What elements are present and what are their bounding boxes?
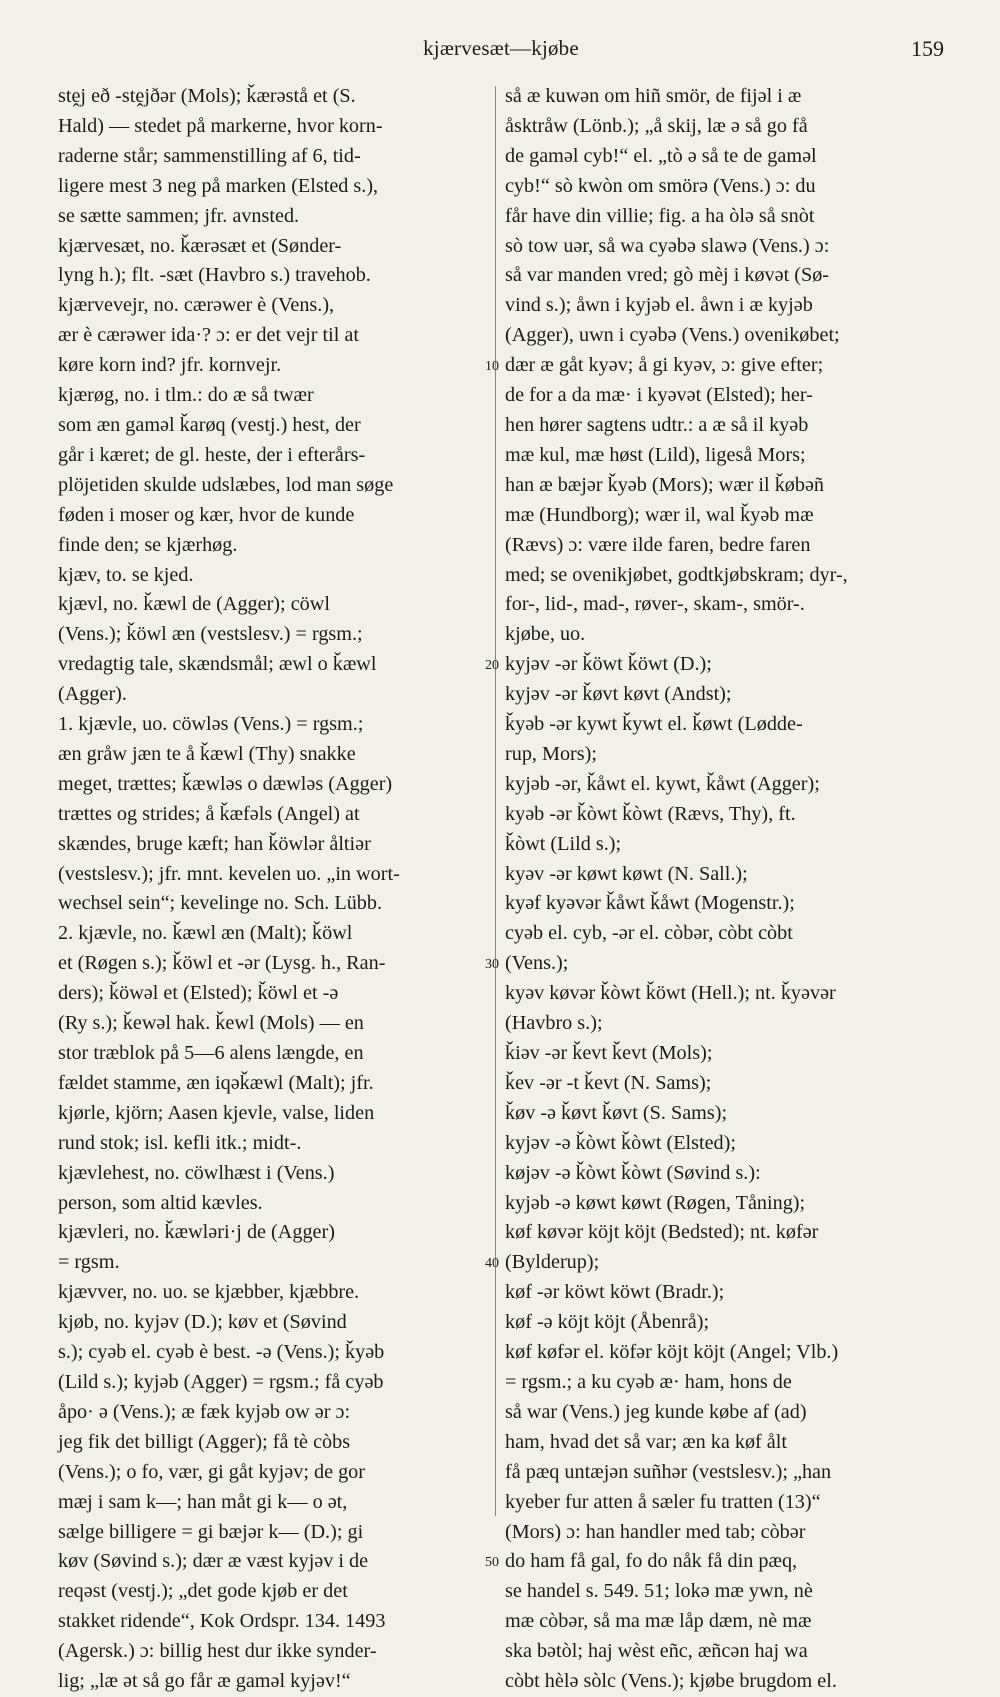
right-column-line: (Rævs) ɔ: være ilde faren, bedre faren (505, 533, 811, 556)
right-column-line: mæ kul, mæ høst (Lild), ligeså Mors; (505, 443, 806, 466)
left-column-line: kjævlehest, no. cöwlhæst i (Vens.) (58, 1161, 335, 1184)
left-column-line: (Ry s.); ǩewəl hak. ǩewl (Mols) — en (58, 1012, 364, 1035)
right-column-line: kyjəb -ə køwt køwt (Røgen, Tåning); (505, 1191, 806, 1214)
right-column-line: cyəb el. cyb, -ər el. còbər, còbt còbt (505, 922, 793, 945)
running-title: kjærvesæt—kjøbe (423, 36, 579, 60)
left-column (58, 82, 498, 1697)
right-column-line: de gaməl cyb!“ el. „tò ə så te de gaməl (505, 144, 817, 167)
left-column-line: kjævleri, no. ǩæwləri·j de (Agger) (58, 1221, 335, 1244)
right-column-line: dær æ gåt kyəv; å gi kyəv, ɔ: give efter; (505, 354, 824, 377)
left-column-line: køv (Søvind s.); dær æ væst kyjəv i de (58, 1550, 369, 1573)
right-column-line: ǩòwt (Lild s.); (505, 832, 622, 855)
left-column-line: trættes og strides; å ǩæfəls (Angel) at (58, 802, 360, 825)
left-column-line: rund stok; isl. kefli itk.; midt-. (58, 1131, 302, 1154)
left-column-line: raderne står; sammenstilling af 6, tid- (58, 144, 361, 167)
right-column-line: kyeber fur atten å sæler fu tratten (13)“ (505, 1490, 821, 1513)
right-column-line: mæ (Hundborg); wær il, wal ǩyəb mæ (505, 503, 814, 526)
right-column-line: med; se ovenikjøbet, godtkjøbskram; dyr-, (505, 563, 848, 586)
left-column-line: kjærvevejr, no. cærəwer è (Vens.), (58, 294, 335, 317)
left-column-line: jeg fik det billigt (Agger); få tè còbs (58, 1430, 351, 1453)
left-column-line: wechsel sein“; kevelinge no. Sch. Lübb. (58, 892, 383, 915)
left-column-line: reqəst (vestj.); „det gode kjøb er det (58, 1580, 348, 1603)
line-number: 20 (485, 658, 499, 674)
right-column-line: så æ kuwən om hiñ smör, de fijəl i æ (505, 85, 802, 107)
left-column-line: (Lild s.); kyjəb (Agger) = rgsm.; få cyəb (58, 1370, 384, 1393)
right-column-line: rup, Mors); (505, 742, 597, 765)
right-column-line: hen hører sagtens udtr.: a æ så il kyəb (505, 413, 809, 436)
right-column-line: får have din villie; fig. a ha òlə så snòt (505, 204, 815, 227)
left-column-line: føden i moser og kær, hvor de kunde (58, 503, 355, 526)
right-column-line: kjøbe, uo. (505, 623, 586, 646)
right-column-line: (Mors) ɔ: han handler med tab; còbər (505, 1520, 806, 1543)
left-column-line: et (Røgen s.); ǩöwl et -ər (Lysg. h., Ran- (58, 952, 386, 975)
right-column-line: sò tow uər, så wa cyəbə slawə (Vens.) ɔ: (505, 234, 830, 257)
right-column-line: kyəb -ər ǩòwt ǩòwt (Rævs, Thy), ft. (505, 802, 796, 825)
left-column-line: se sætte sammen; jfr. avnsted. (58, 204, 300, 227)
right-column-line: kyəv køvər ǩòwt ǩöwt (Hell.); nt. ǩyəvər (505, 982, 836, 1005)
left-column-line: (Vens.); ǩöwl æn (vestslesv.) = rgsm.; (58, 623, 363, 646)
left-column-line: stakket ridende“, Kok Ordspr. 134. 1493 (58, 1610, 386, 1633)
right-column-line: (Bylderup); (505, 1251, 600, 1274)
left-column-line: kjævl, no. ǩæwl de (Agger); cöwl (58, 593, 330, 616)
left-column-line: går i kæret; de gl. heste, der i efterårs- (58, 443, 366, 466)
right-column-line: cyb!“ sò kwòn om smörə (Vens.) ɔ: du (505, 174, 816, 197)
left-column-line: = rgsm. (58, 1251, 120, 1274)
line-number: 40 (485, 1256, 499, 1272)
line-number: 10 (485, 359, 499, 375)
left-column-line: (vestslesv.); jfr. mnt. kevelen uo. „in wort- (58, 862, 400, 885)
right-column-line: ǩyəb -ər kywt ǩywt el. ǩøwt (Lødde- (505, 713, 803, 736)
right-column-line: kyjəb -ər, ǩåwt el. kywt, ǩåwt (Agger); (505, 772, 820, 795)
left-column-line: kjærøg, no. i tlm.: do æ så twær (58, 384, 314, 407)
right-column-line: køf køvər köjt köjt (Bedsted); nt. køfər (505, 1221, 819, 1244)
right-column-line: (Havbro s.); (505, 1012, 603, 1035)
left-column-line: 2. kjævle, no. ǩæwl æn (Malt); ǩöwl (58, 922, 353, 945)
right-column-line: køf køfər el. köfər köjt köjt (Angel; Vlb.) (505, 1341, 839, 1364)
column-divider (495, 86, 496, 1516)
left-column-line: ligere mest 3 neg på marken (Elsted s.), (58, 174, 379, 197)
right-column-line: = rgsm.; a ku cyəb æ· ham, hons de (505, 1370, 792, 1393)
right-column-line: còbt hèlə sòlc (Vens.); kjøbe brugdom el. (505, 1670, 837, 1693)
left-column-line: (Agger). (58, 683, 127, 706)
right-column-line: køf -ə köjt köjt (Åbenrå); (505, 1311, 710, 1334)
left-column-line: mæj i sam k—; han måt gi k— o ət, (58, 1490, 348, 1513)
right-column-line: ǩiəv -ər ǩevt ǩevt (Mols); (505, 1042, 713, 1064)
left-column-line: køre korn ind? jfr. kornvejr. (58, 354, 282, 377)
right-column-line: (Agger), uwn i cyəbə (Vens.) ovenikøbet; (505, 324, 840, 347)
left-column-line: kjævver, no. uo. se kjæbber, kjæbbre. (58, 1281, 360, 1304)
left-column-line: ders); ǩöwəl et (Elsted); ǩöwl et -ə (58, 982, 339, 1005)
page-number: 159 (911, 36, 944, 61)
left-column-line: lig; „læ ət så go får æ gaməl kyjəv!“ (58, 1670, 351, 1693)
left-column-line: Hald) — stedet på markerne, hvor korn- (58, 114, 383, 137)
left-column-line: plöjetiden skulde udslæbes, lod man søge (58, 473, 394, 496)
left-column-line: meget, trættes; ǩæwləs o dæwləs (Agger) (58, 772, 393, 795)
left-column-line: som æn gaməl ǩarøq (vestj.) hest, der (58, 413, 361, 436)
left-column-line: (Vens.); o fo, vær, gi gåt kyjəv; de gor (58, 1460, 365, 1483)
right-column-line: mæ còbər, så ma mæ låp dæm, nè mæ (505, 1610, 812, 1633)
right-column (505, 82, 951, 1697)
right-column-line: kyəv -ər køwt køwt (N. Sall.); (505, 862, 748, 885)
left-column-line: person, som altid kævles. (58, 1191, 263, 1214)
right-column-line: (Vens.); (505, 952, 569, 975)
right-column-line: kyjəv -ə ǩòwt ǩòwt (Elsted); (505, 1131, 736, 1154)
right-column-line: han æ bæjər ǩyəb (Mors); wær il ǩøbəñ (505, 473, 825, 496)
left-column-line: finde den; se kjærhøg. (58, 533, 238, 556)
right-column-line: kyjəv -ər ǩöwt ǩöwt (D.); (505, 653, 712, 676)
right-column-line: ǩev -ər -t ǩevt (N. Sams); (505, 1071, 712, 1094)
right-column-line: kyjəv -ər ǩøvt køvt (Andst); (505, 683, 732, 706)
line-number: 50 (485, 1555, 499, 1571)
left-column-line: 1. kjævle, uo. cöwləs (Vens.) = rgsm.; (58, 713, 364, 736)
left-column-line: sælge billigere = gi bæjər k— (D.); gi (58, 1520, 364, 1543)
left-column-line: vredagtig tale, skændsmål; æwl o ǩæwl (58, 653, 377, 676)
left-column-line: æn gråw jæn te å ǩæwl (Thy) snakke (58, 742, 356, 765)
line-number: 30 (485, 957, 499, 973)
right-column-line: åsktråw (Lönb.); „å skij, læ ə så go få (505, 114, 808, 137)
right-column-line: do ham få gal, fo do nåk få din pæq, (505, 1550, 798, 1573)
right-column-line: se handel s. 549. 51; lokə mæ ywn, nè (505, 1580, 813, 1603)
left-column-line: kjørle, kjörn; Aasen kjevle, valse, liden (58, 1101, 375, 1124)
left-column-line: stor træblok på 5—6 alens længde, en (58, 1042, 364, 1064)
right-column-line: ska bətòl; haj wèst eñc, æñcən haj wa (505, 1640, 808, 1663)
right-column-line: så var manden vred; gò mèj i køvət (Sø- (505, 264, 830, 287)
right-column-line: ham, hvad det så var; æn ka køf ålt (505, 1430, 787, 1453)
left-column-line: åpo· ə (Vens.); æ fæk kyjəb ow ər ɔ: (58, 1400, 351, 1423)
right-column-line: kyəf kyəvər ǩåwt ǩåwt (Mogenstr.); (505, 892, 795, 915)
right-column-line: køf -ər köwt köwt (Bradr.); (505, 1281, 725, 1304)
left-column-line: stḙj eð -stḙjðər (Mols); ǩærəstå et (S. (58, 85, 356, 107)
left-column-line: (Agersk.) ɔ: billig hest dur ikke synder- (58, 1640, 377, 1663)
left-column-line: kjæv, to. se kjed. (58, 563, 194, 586)
right-column-line: køjəv -ə ǩòwt ǩòwt (Søvind s.): (505, 1161, 761, 1184)
left-column-line: kjærvesæt, no. ǩærəsæt et (Sønder- (58, 234, 342, 257)
page-header (58, 36, 944, 70)
left-column-line: lyng h.); flt. -sæt (Havbro s.) travehob. (58, 264, 371, 287)
left-column-line: fældet stamme, æn iqəǩæwl (Malt); jfr. (58, 1071, 374, 1094)
right-column-line: ǩøv -ə ǩøvt ǩøvt (S. Sams); (505, 1101, 728, 1124)
left-column-line: s.); cyəb el. cyəb è best. -ə (Vens.); ǩyəb (58, 1341, 385, 1364)
right-column-line: så war (Vens.) jeg kunde købe af (ad) (505, 1400, 807, 1423)
left-column-line: ær è cærəwer ida·? ɔ: er det vejr til at (58, 324, 359, 347)
right-column-line: for-, lid-, mad-, røver-, skam-, smör-. (505, 593, 805, 616)
left-column-line: kjøb, no. kyjəv (D.); køv et (Søvind (58, 1311, 347, 1334)
right-column-line: de for a da mæ· i kyəvət (Elsted); her- (505, 384, 813, 407)
right-column-line: vind s.); åwn i kyjəb el. åwn i æ kyjəb (505, 294, 813, 317)
left-column-line: skændes, bruge kæft; han ǩöwlər åltiər (58, 832, 371, 855)
right-column-line: få pæq untæjən suñhər (vestslesv.); „han (505, 1460, 832, 1483)
